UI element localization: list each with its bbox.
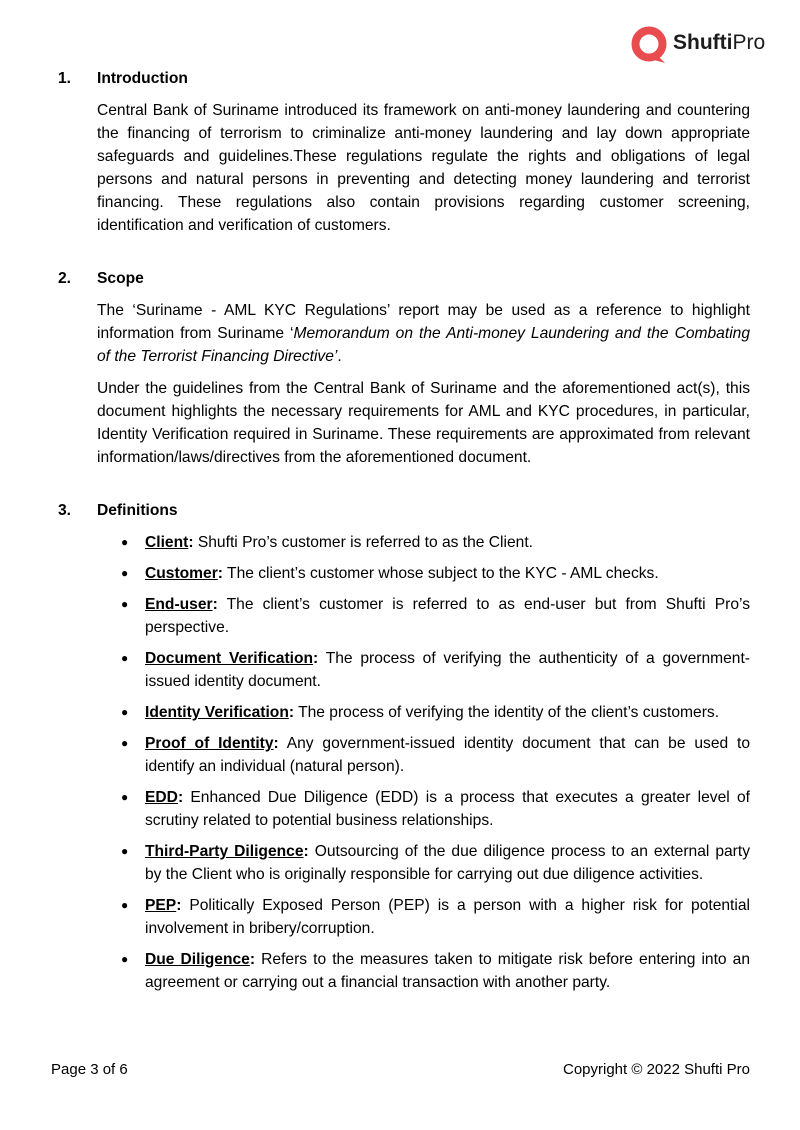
definition-item: ● Identity Verification: The process of verifying the identity of the client’s customers.	[145, 701, 750, 724]
definition-item: ● Third-Party Diligence: Outsourcing of the due diligence process to an external party by the Client who is originally responsible for carrying out due diligence activities.	[145, 840, 750, 886]
definition-term: EDD	[145, 789, 178, 806]
definition-item: ● Client: Shufti Pro’s customer is referred to as the Client.	[145, 531, 750, 554]
section-introduction	[58, 67, 750, 237]
section-heading	[58, 267, 750, 290]
definition-item: ● EDD: Enhanced Due Diligence (EDD) is a process that executes a greater level of scrutiny related to potential business relationships.	[145, 786, 750, 832]
definition-item: ● End-user: The client’s customer is referred to as end-user but from Shufti Pro’s perspective.	[145, 593, 750, 639]
definition-text: Politically Exposed Person (PEP) is a person with a higher risk for potential involvement in bribery/corruption.	[145, 897, 750, 937]
memorandum-title: Memorandum on the Anti-money Laundering and the Combating of the Terrorist Financing Directive’	[97, 325, 751, 365]
copyright-notice: Copyright © 2022 Shufti Pro	[563, 1061, 750, 1078]
definitions-list	[58, 531, 750, 994]
definition-text: Shufti Pro’s customer is referred to as the Client.	[193, 534, 533, 551]
definition-item: ● PEP: Politically Exposed Person (PEP) is a person with a higher risk for potential involvement in bribery/corruption.	[145, 894, 750, 940]
definition-item: ● Document Verification: The process of verifying the authenticity of a government-issued identity document.	[145, 647, 750, 693]
definition-item: ● Proof of Identity: Any government-issued identity document that can be used to identify an individual (natural person).	[145, 732, 750, 778]
section-definitions	[58, 499, 750, 994]
section-number: 3.	[58, 502, 72, 519]
section-title: Introduction	[97, 70, 188, 87]
definition-term: Proof of Identity	[145, 735, 274, 752]
document-body	[58, 67, 750, 1024]
scope-paragraph-1: The ‘Suriname - AML KYC Regulations’ report may be used as a reference to highlight information from Suriname ‘Memorandum on the Anti-money Laundering and the Combating of the Terrorist Financing Directive’.	[97, 302, 751, 365]
logo-wordmark: ShuftiPro	[673, 31, 766, 54]
definition-term: Due Diligence	[145, 951, 250, 968]
section-title: Scope	[97, 270, 144, 287]
definition-text: The process of verifying the authenticity of a government-issued identity document.	[145, 650, 750, 690]
introduction-paragraph: Central Bank of Suriname introduced its framework on anti-money laundering and countering the financing of terrorism to criminalize anti-money laundering and lay down appropriate safeguards and guidelines.These regulations regulate the rights and obligations of legal persons and natural persons in preventing and detecting money laundering and terrorist financing. These regulations also contain provisions regarding customer screening, identification and verification of customers.	[97, 102, 750, 234]
section-number: 1.	[58, 70, 72, 87]
definition-term: Client	[145, 534, 189, 551]
section-heading	[58, 499, 750, 522]
definition-term: PEP	[145, 897, 177, 914]
scope-paragraph-2: Under the guidelines from the Central Bank of Suriname and the aforementioned act(s), this document highlights the necessary requirements for AML and KYC procedures, in particular, Identity Verification required in Suriname. These requirements are approximated from relevant information/laws/directives from the aforementioned document.	[97, 380, 750, 466]
definition-term: Document Verification	[145, 650, 314, 667]
shuftipro-logo	[630, 24, 770, 64]
definition-text: Enhanced Due Diligence (EDD) is a process that executes a greater level of scrutiny related to potential business relationships.	[145, 789, 750, 829]
definition-text: The client’s customer is referred to as end-user but from Shufti Pro’s perspective.	[145, 596, 750, 636]
definition-term: Customer	[145, 565, 218, 582]
definition-item: ● Customer: The client’s customer whose subject to the KYC - AML checks.	[145, 562, 750, 585]
definition-text: Any government-issued identity document that can be used to identify an individual (natural person).	[145, 735, 750, 775]
definition-text: Outsourcing of the due diligence process to an external party by the Client who is originally responsible for carrying out due diligence activities.	[145, 843, 750, 883]
definition-text: Refers to the measures taken to mitigate risk before entering into an agreement or carrying out a financial transaction with another party.	[145, 951, 750, 991]
definition-item: ● Due Diligence: Refers to the measures taken to mitigate risk before entering into an agreement or carrying out a financial transaction with another party.	[145, 948, 750, 994]
definition-text: The process of verifying the identity of the client’s customers.	[294, 704, 720, 721]
definition-term: Third-Party Diligence	[145, 843, 304, 860]
page-number: Page 3 of 6	[51, 1061, 128, 1078]
section-heading	[58, 67, 750, 90]
section-number: 2.	[58, 270, 72, 287]
definition-term: Identity Verification	[145, 704, 289, 721]
section-title: Definitions	[97, 502, 178, 519]
definition-term: End-user	[145, 596, 213, 613]
shuftipro-logo-icon	[630, 24, 668, 64]
section-scope	[58, 267, 750, 469]
definition-text: The client’s customer whose subject to the KYC - AML checks.	[223, 565, 659, 582]
